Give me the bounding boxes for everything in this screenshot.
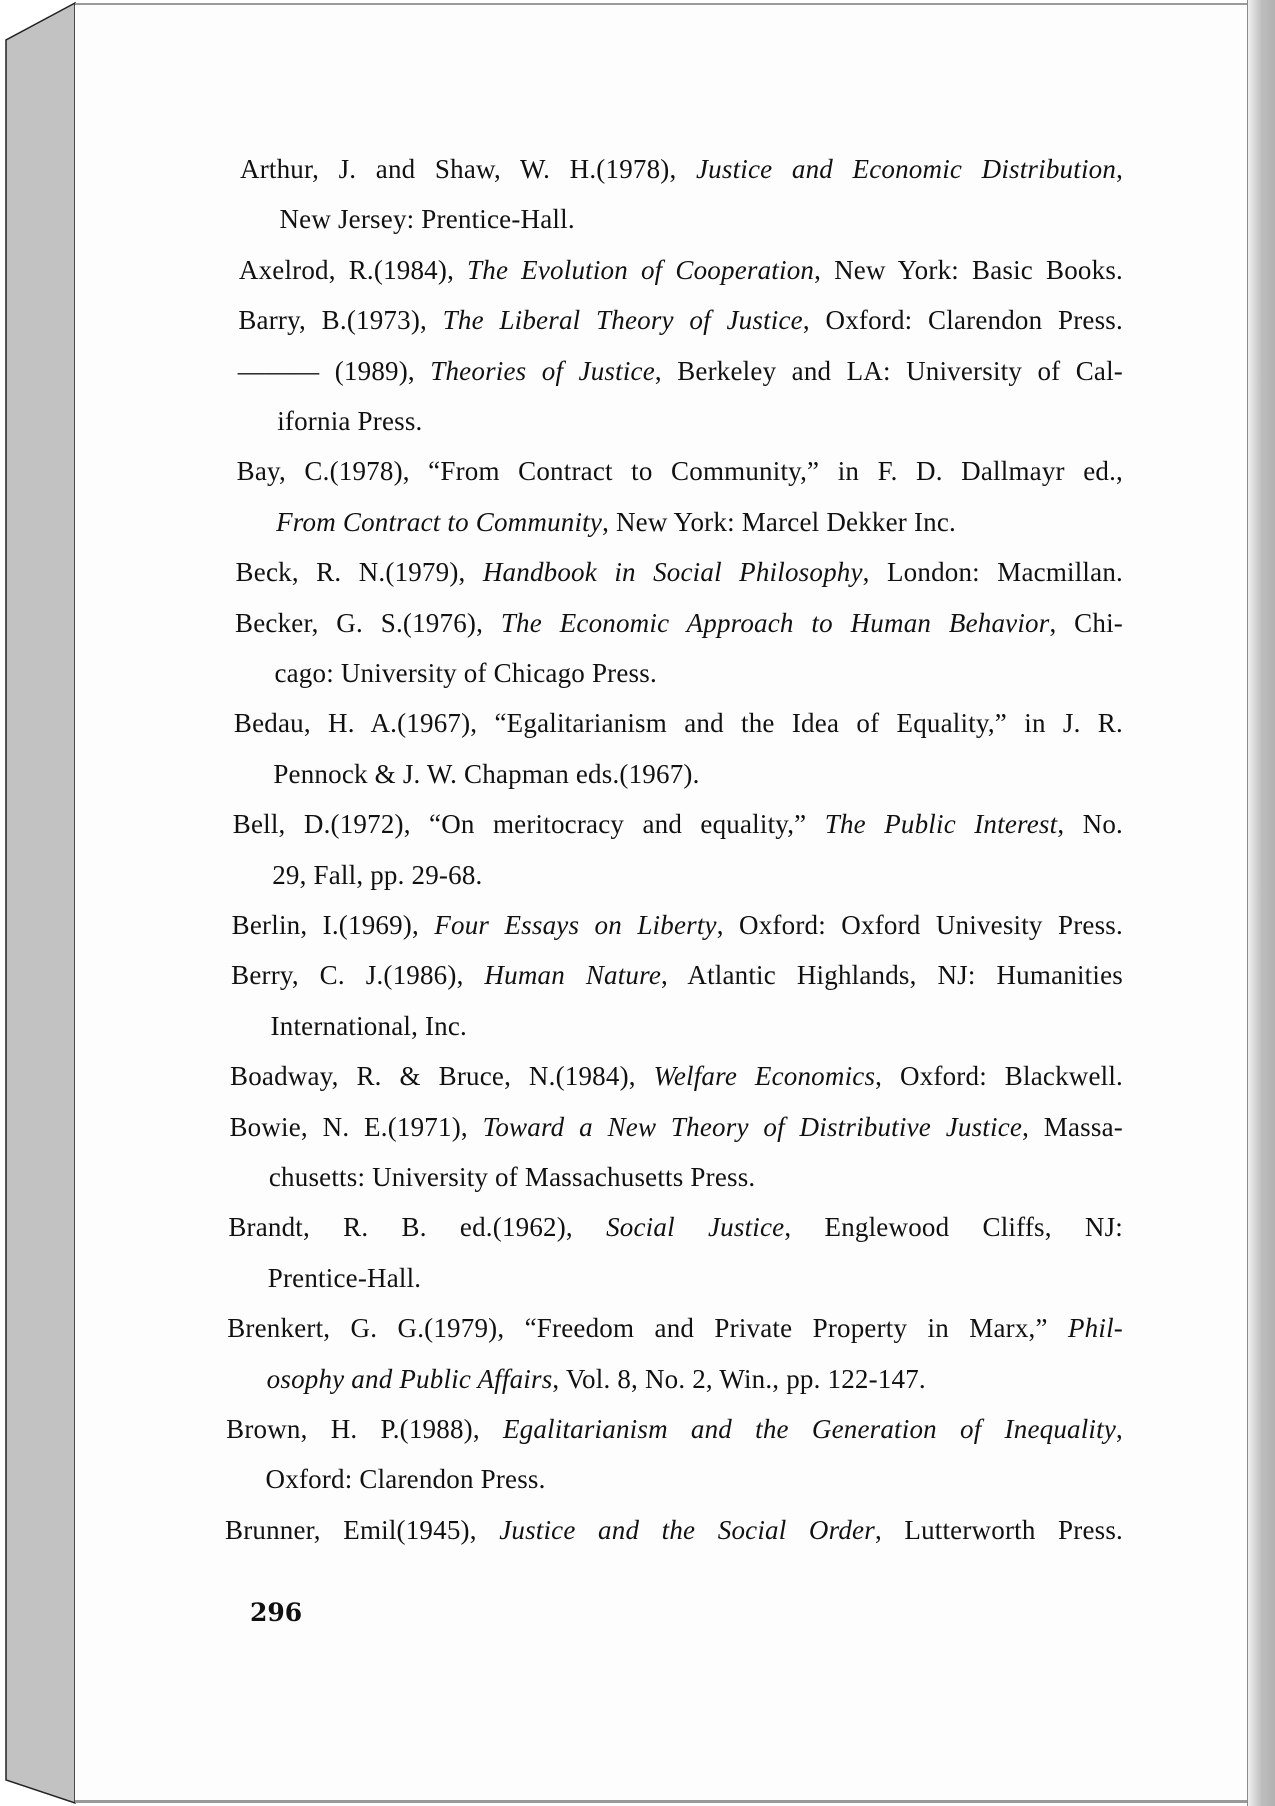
page-edge [1247, 0, 1275, 1806]
reference-text: Brunner, Emil(1945), [225, 1514, 500, 1545]
reference-text: Oxford: Clarendon Press. [265, 1464, 546, 1495]
reference-continuation-line [279, 194, 574, 244]
reference-title: Phil- [1067, 1313, 1123, 1344]
reference-text: Prentice-Hall. [267, 1262, 422, 1293]
reference-title: Handbook in Social Philosophy [482, 557, 863, 588]
reference-text: chusetts: University of Massachusetts Press. [268, 1162, 756, 1192]
reference-text: Boadway, R. & Bruce, N.(1984), [230, 1061, 654, 1092]
reference-text: , London: Macmillan. [862, 557, 1123, 588]
reference-line [237, 446, 1123, 496]
reference-continuation-line [273, 749, 699, 799]
reference-title: Human Nature [484, 960, 662, 991]
reference-text: , Oxford: Blackwell. [875, 1061, 1124, 1092]
reference-title: Justice and the Social Order [499, 1514, 875, 1545]
reference-line [232, 900, 1123, 950]
reference-line [230, 1051, 1123, 1101]
reference-line [227, 1303, 1123, 1353]
page-number: 296 [250, 1598, 303, 1627]
reference-text: , Oxford: Oxford Univesity Press. [716, 910, 1123, 940]
reference-text: , Lutterworth Press. [874, 1514, 1124, 1545]
reference-text: Bell, D.(1972), “On meritocracy and equality,” [232, 809, 825, 840]
reference-text: Bay, C.(1978), “From Contract to Community,” in F. D. Dallmayr ed., [236, 456, 1123, 487]
reference-title: Egalitarianism and the Generation of Inequality [502, 1414, 1117, 1444]
reference-text: , No. [1057, 809, 1123, 840]
reference-text: Brown, H. P.(1988), [226, 1414, 503, 1444]
reference-line [239, 245, 1123, 295]
reference-text: , Massa- [1022, 1111, 1123, 1142]
reference-line [235, 598, 1123, 648]
book-spine [0, 0, 80, 1806]
reference-text: , [1116, 1414, 1123, 1444]
reference-continuation-line [276, 497, 956, 547]
reference-text: , [1116, 154, 1124, 184]
reference-text: Pennock & J. W. Chapman eds.(1967). [273, 758, 700, 789]
reference-title: Social Justice [606, 1212, 785, 1243]
reference-text: Barry, B.(1973), [238, 305, 443, 336]
reference-text: Brenkert, G. G.(1979), “Freedom and Private Property in Marx,” [227, 1313, 1068, 1344]
reference-text: Berry, C. J.(1986), [231, 960, 485, 991]
reference-text: New Jersey: Prentice-Hall. [279, 204, 575, 235]
reference-continuation-line [266, 1454, 546, 1504]
reference-continuation-line [267, 1354, 926, 1404]
reference-text: Bowie, N. E.(1971), [229, 1111, 483, 1142]
reference-title: The Economic Approach to Human Behavior [500, 607, 1050, 638]
reference-text: Arthur, J. and Shaw, W. H.(1978), [240, 154, 696, 184]
reference-title: From Contract to Community [276, 506, 603, 537]
reference-text: cago: University of Chicago Press. [274, 658, 657, 688]
reference-title: The Evolution of Cooperation [467, 254, 815, 285]
reference-text: , Oxford: Clarendon Press. [802, 305, 1123, 336]
reference-continuation-line [269, 1152, 756, 1202]
reference-text: Axelrod, R.(1984), [238, 254, 468, 285]
reference-continuation-line [272, 850, 482, 900]
reference-text: Becker, G. S.(1976), [235, 607, 501, 638]
reference-title: Justice and Economic Distribution [695, 154, 1117, 184]
reference-text: , Chi- [1049, 607, 1123, 638]
reference-text: ifornia Press. [277, 406, 423, 436]
reference-title: Theories of Justice [430, 355, 655, 386]
reference-line [225, 1505, 1123, 1555]
reference-line [233, 799, 1123, 849]
reference-continuation-line [268, 1253, 422, 1303]
reference-text: , New York: Basic Books. [814, 254, 1123, 285]
reference-title: The Public Interest [824, 809, 1058, 840]
reference-line [228, 1202, 1123, 1252]
reference-text: , Atlantic Highlands, NJ: Humanities [661, 960, 1123, 991]
reference-text: , Englewood Cliffs, NJ: [784, 1212, 1123, 1243]
reference-text: Bedau, H. A.(1967), “Egalitarianism and the Idea of Equality,” in J. R. [233, 708, 1123, 739]
reference-text: , Vol. 8, No. 2, Win., pp. 122-147. [552, 1363, 926, 1394]
reference-line [238, 346, 1123, 396]
reference-text: ——— (1989), [237, 355, 431, 386]
reference-line [226, 1404, 1123, 1454]
reference-title: Toward a New Theory of Distributive Justice [482, 1111, 1023, 1142]
reference-line [229, 1102, 1123, 1152]
reference-title: Welfare Economics [653, 1061, 876, 1092]
reference-continuation-line [271, 1001, 467, 1051]
reference-title: The Liberal Theory of Justice [442, 305, 803, 336]
reference-line [234, 698, 1123, 748]
reference-title: osophy and Public Affairs [266, 1363, 553, 1394]
reference-continuation-line [274, 648, 656, 698]
reference-text: , New York: Marcel Dekker Inc. [602, 506, 956, 537]
reference-continuation-line [277, 396, 422, 446]
reference-line [238, 295, 1123, 345]
reference-line [240, 144, 1123, 194]
reference-title: Four Essays on Liberty [434, 910, 717, 940]
reference-text: Beck, R. N.(1979), [235, 557, 483, 588]
reference-text: International, Inc. [270, 1010, 468, 1041]
reference-line [231, 950, 1123, 1000]
reference-line [236, 547, 1123, 597]
reference-text: 29, Fall, pp. 29-68. [272, 859, 483, 890]
reference-text: , Berkeley and LA: University of Cal- [654, 355, 1123, 386]
reference-text: Berlin, I.(1969), [231, 910, 435, 940]
reference-text: Brandt, R. B. ed.(1962), [228, 1212, 607, 1243]
